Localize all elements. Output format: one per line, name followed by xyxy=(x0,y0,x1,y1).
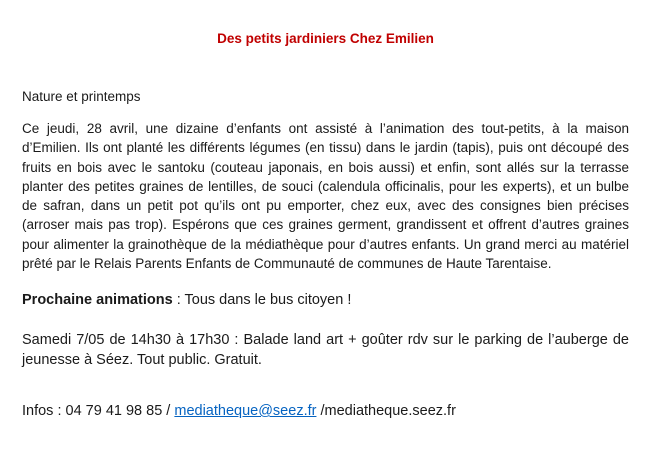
email-link[interactable]: mediatheque@seez.fr xyxy=(174,403,317,419)
infos-line xyxy=(22,402,456,421)
infos-website: /mediatheque.seez.fr xyxy=(316,403,456,419)
next-events-line xyxy=(22,291,351,310)
next-events-label: Prochaine animations xyxy=(22,292,173,308)
body-paragraph: Ce jeudi, 28 avril, une dizaine d’enfants ont assisté à l’animation des tout-petits, à la maison d’Emilien. Ils ont planté les différents légumes (en tissu) dans le jardin (tapis), puis ont découpé des fruits en bois avec le santoku (couteau japonais, en bois aussi) et enfin, sont allés sur la terrasse planter des petites graines de lentilles, de souci (calendula officinalis, pour les experts), et un bulbe de safran, dans un petit pot qu’ils ont pu emporter, chez eux, avec des consignes bien précises (arroser mais pas trop). Espérons que ces graines germent, grandissent et offrent d’autres graines pour alimenter la grainothèque de la médiathèque pour d’autres enfants. Un grand merci au matériel prêté par le Relais Parents Enfants de Communauté de communes de Haute Tarentaise. xyxy=(22,121,629,272)
infos-phone: Infos : 04 79 41 98 85 / xyxy=(22,403,175,419)
next-events-text: : Tous dans le bus citoyen ! xyxy=(172,292,352,308)
document-title: Des petits jardiniers Chez Emilien xyxy=(217,31,434,46)
document-subtitle: Nature et printemps xyxy=(22,89,141,104)
event-details: Samedi 7/05 de 14h30 à 17h30 : Balade land art + goûter rdv sur le parking de l’auberge de jeunesse à Séez. Tout public. Gratuit. xyxy=(22,332,629,368)
